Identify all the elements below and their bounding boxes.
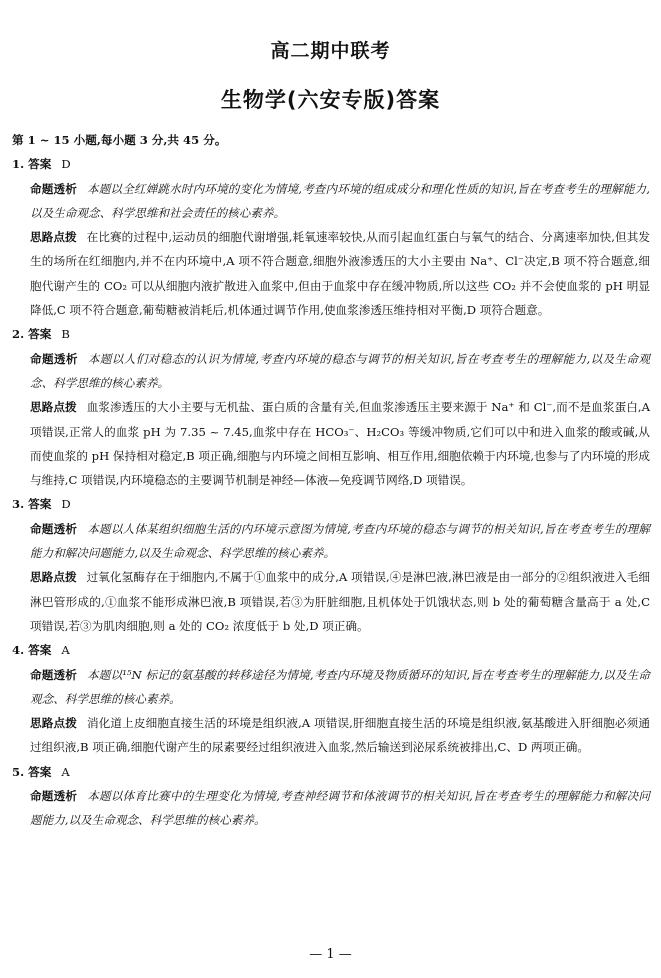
answer-letter: D xyxy=(61,497,71,512)
hint-text: 在比赛的过程中,运动员的细胞代谢增强,耗氧速率较快,从而引起血红蛋白与氧气的结合、分离速率加快,但其发生的场所在红细胞内,并不在内环境中,A 项不符合题意,细胞外液渗透压的大小主要由 Na⁺、Cl⁻决定,B 项不符合题意,细胞代谢产生的 CO₂ 可以从细胞内液扩散进入血浆中,但由于血浆中存在缓冲物质,所以这些 CO₂ 并不会使血浆的 pH 明显降低,C 项不符合题意,葡萄糖被消耗后,机体通过调节作用,使血浆渗透压维持相对平衡,D 项符合题意。 xyxy=(30,230,650,318)
answer-letter: B xyxy=(61,327,70,342)
hint-para xyxy=(12,225,650,322)
exam-subtitle: 生物学(六安专版)答案 xyxy=(220,88,441,112)
answer-label: 3. 答案 xyxy=(12,497,52,512)
analysis-label: 命题透析 xyxy=(30,521,78,536)
answer-label: 1. 答案 xyxy=(12,157,52,172)
analysis-para xyxy=(12,663,650,712)
analysis-para xyxy=(12,784,650,833)
analysis-para xyxy=(12,517,650,566)
answer-line xyxy=(12,322,650,346)
answer-letter: A xyxy=(61,643,70,658)
hint-label: 思路点拨 xyxy=(30,230,77,245)
answer-letter: A xyxy=(61,764,70,779)
analysis-para xyxy=(12,177,650,226)
analysis-text: 本题以体育比赛中的生理变化为情境,考查神经调节和体液调节的相关知识,旨在考查考生的理解能力和解决问题能力,以及生命观念、科学思维的核心素养。 xyxy=(30,789,650,828)
analysis-label: 命题透析 xyxy=(30,351,78,366)
intro-text: 第 1 ~ 15 小题,每小题 3 分,共 45 分。 xyxy=(12,133,227,147)
hint-label: 思路点拨 xyxy=(30,570,77,585)
analysis-text: 本题以全红婵跳水时内环境的变化为情境,考查内环境的组成成分和理化性质的知识,旨在考查考生的理解能力,以及生命观念、科学思维和社会责任的核心素养。 xyxy=(30,181,650,220)
answer-label: 4. 答案 xyxy=(12,643,52,658)
answer-label: 5. 答案 xyxy=(12,764,52,779)
analysis-text: 本题以人们对稳态的认识为情境,考查内环境的稳态与调节的相关知识,旨在考查考生的理解能力,以及生命观念、科学思维的核心素养。 xyxy=(30,351,650,390)
hint-para xyxy=(12,565,650,638)
answer-line xyxy=(12,638,650,662)
hint-para xyxy=(12,395,650,492)
hint-label: 思路点拨 xyxy=(30,716,77,731)
page-number: — 1 — xyxy=(309,947,352,962)
analysis-label: 命题透析 xyxy=(30,181,77,196)
hint-para xyxy=(12,711,650,760)
hint-text: 过氧化氢酶存在于细胞内,不属于①血浆中的成分,A 项错误,④是淋巴液,淋巴液是由一部分的②组织液进入毛细淋巴管形成的,①血浆不能形成淋巴液,B 项错误,若③为肝脏细胞,且机体处于饥饿状态,则 b 处的葡萄糖含量高于 a 处,C 项错误,若③为肌肉细胞,则 a 处的 CO₂ 浓度低于 b 处,D 项正确。 xyxy=(30,570,650,633)
answer-label: 2. 答案 xyxy=(12,327,52,342)
answer-line xyxy=(12,760,650,784)
hint-label: 思路点拨 xyxy=(30,400,77,415)
hint-text: 血浆渗透压的大小主要与无机盐、蛋白质的含量有关,但血浆渗透压主要来源于 Na⁺ 和 Cl⁻,而不是血浆蛋白,A 项错误,正常人的血浆 pH 为 7.35 ~ 7.45,血浆中存在 HCO₃⁻、H₂CO₃ 等缓冲物质,它们可以中和进入血浆的酸或碱,从而使血浆的 pH 保持相对稳定,B 项正确,细胞与内环境之间相互影响、相互作用,细胞依赖于内环境,也参与了内环境的形成与维持,C 项错误,内环境稳态的主要调节机制是神经—体液—免疫调节网络,D 项错误。 xyxy=(30,400,650,488)
analysis-para xyxy=(12,347,650,396)
analysis-text: 本题以人体某组织细胞生活的内环境示意图为情境,考查内环境的稳态与调节的相关知识,旨在考查考生的理解能力和解决问题能力,以及生命观念、科学思维的核心素养。 xyxy=(30,521,650,561)
answer-line xyxy=(12,492,650,516)
hint-text: 消化道上皮细胞直接生活的环境是组织液,A 项错误,肝细胞直接生活的环境是组织液,氨基酸进入肝细胞必须通过组织液,B 项正确,细胞代谢产生的尿素要经过组织液进入血浆,然后输送到泌尿系统被排出,C、D 两项正确。 xyxy=(30,716,650,755)
analysis-label: 命题透析 xyxy=(30,667,77,682)
answer-letter: D xyxy=(61,157,71,172)
analysis-label: 命题透析 xyxy=(30,789,78,804)
section-intro xyxy=(12,128,650,833)
exam-title: 高二期中联考 xyxy=(270,40,391,62)
analysis-text: 本题以¹⁵N 标记的氨基酸的转移途径为情境,考查内环境及物质循环的知识,旨在考查考生的理解能力,以及生命观念、科学思维的核心素养。 xyxy=(30,667,650,706)
answer-line xyxy=(12,152,650,176)
